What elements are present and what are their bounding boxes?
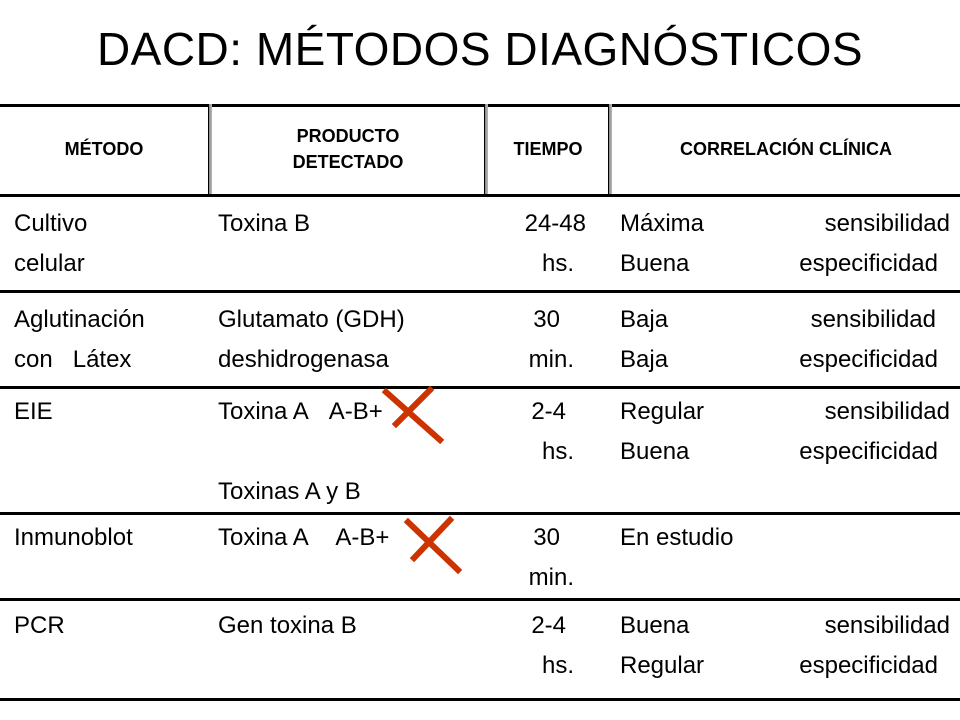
row-divider bbox=[0, 598, 960, 601]
row-divider bbox=[0, 386, 960, 389]
row-method: EIE bbox=[14, 398, 53, 425]
row-method: Inmunoblot bbox=[14, 524, 133, 551]
row-correlation: Baja sensibilidad Baja especificidad bbox=[620, 306, 938, 373]
header-method: MÉTODO bbox=[64, 139, 144, 159]
header-time: TIEMPO bbox=[513, 139, 583, 159]
header-correlation: CORRELACIÓN CLÍNICA bbox=[680, 139, 892, 159]
row-correlation: Buena sensibilidad Regular especificidad bbox=[620, 612, 950, 679]
page-title: DACD: MÉTODOS DIAGNÓSTICOS bbox=[96, 23, 864, 75]
row-product: Toxina B bbox=[218, 210, 311, 237]
row-time: 24-48 hs. bbox=[524, 210, 586, 277]
row-time: 2-4 hs. bbox=[531, 612, 574, 679]
cross-mark-icon bbox=[402, 514, 466, 576]
row-time: 2-4 hs. bbox=[531, 398, 574, 465]
cross-mark-icon bbox=[380, 384, 450, 444]
header-bottom-rule bbox=[0, 194, 960, 197]
row-divider bbox=[0, 512, 960, 515]
table-bottom-rule bbox=[0, 698, 960, 701]
row-correlation: En estudio bbox=[620, 524, 734, 551]
row-product: Toxina A A-B+ bbox=[218, 524, 390, 551]
row-correlation: Máxima sensibilidad Buena especificidad bbox=[620, 210, 950, 277]
header-product: PRODUCTO DETECTADO bbox=[292, 126, 404, 172]
row-method: Aglutinación con Látex bbox=[14, 306, 145, 373]
row-time: 30 min. bbox=[528, 306, 574, 373]
row-divider bbox=[0, 290, 960, 293]
row-correlation: Regular sensibilidad Buena especificidad bbox=[620, 398, 950, 465]
row-method: PCR bbox=[14, 612, 65, 639]
row-time: 30 min. bbox=[528, 524, 574, 591]
diagnostic-methods-table bbox=[0, 104, 960, 704]
row-method: Cultivo celular bbox=[14, 210, 88, 277]
row-product: Glutamato (GDH) deshidrogenasa bbox=[218, 306, 405, 373]
row-product: Gen toxina B bbox=[218, 612, 357, 639]
row-product: Toxina A A-B+ Toxinas A y B bbox=[218, 398, 383, 505]
